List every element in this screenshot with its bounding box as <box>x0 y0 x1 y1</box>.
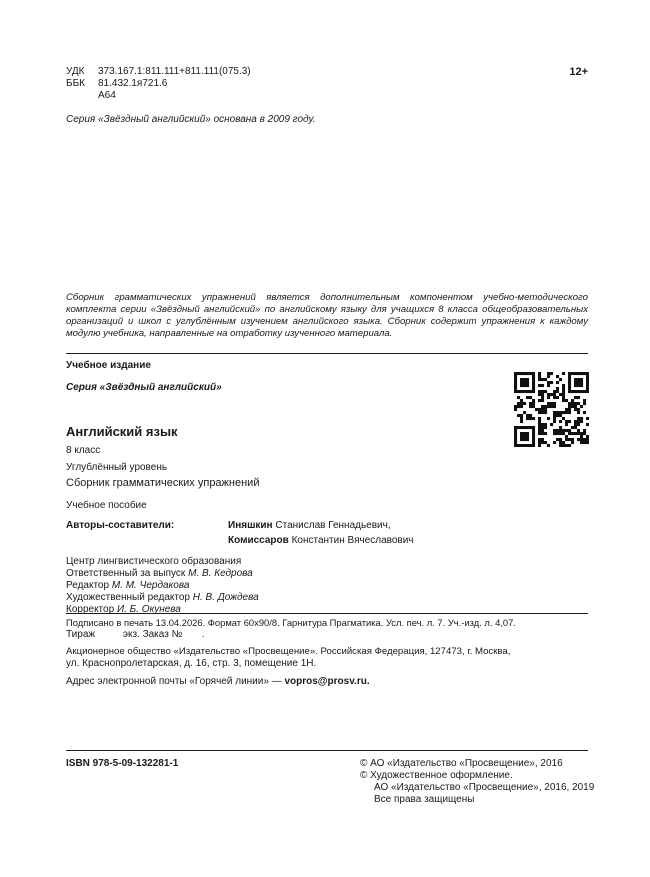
book-level: Углублённый уровень <box>66 462 168 473</box>
hotline-text: Адрес электронной почты «Горячей линии» — <box>66 676 285 687</box>
isbn: ISBN 978-5-09-132281-1 <box>66 758 179 769</box>
copyright-line3: АО «Издательство «Просвещение», 2016, 2019 <box>374 782 595 793</box>
editor-name: М. М. Чердакова <box>111 580 190 591</box>
bbk-label: ББК <box>66 78 85 89</box>
bbk-value: 81.432.1я721.6 <box>98 78 168 89</box>
authors-label: Авторы-составители: <box>66 520 175 531</box>
print-info-line2: Тираж экз. Заказ № . <box>66 629 205 640</box>
publisher-line1: Акционерное общество «Издательство «Просвещение». Российская Федерация, 127473, г. Москва, <box>66 646 511 657</box>
copyright-line4: Все права защищены <box>374 794 475 805</box>
author-1 <box>228 520 391 532</box>
editor-label: Редактор <box>66 580 110 591</box>
print-info-line1: Подписано в печать 13.04.2026. Формат 60х90/8. Гарнитура Прагматика. Усл. печ. л. 7. Уч.-изд. л. 4,07. <box>66 617 516 628</box>
edition-type: Учебное издание <box>66 360 151 371</box>
imprint-block <box>66 66 251 102</box>
book-subtitle: Сборник грамматических упражнений <box>66 477 260 489</box>
center-name: Центр лингвистического образования <box>66 556 242 567</box>
series-note: Серия «Звёздный английский» основана в 2009 году. <box>66 114 316 125</box>
corrector-label: Корректор <box>66 604 115 615</box>
art-editor-name: Н. В. Дождева <box>192 592 259 603</box>
publisher-line2: ул. Краснопролетарская, д. 16, стр. 3, помещение 1Н. <box>66 658 317 669</box>
author-1-name: Станислав Геннадьевич, <box>275 520 391 531</box>
book-title: Английский язык <box>66 424 178 439</box>
copyright-block <box>360 758 594 806</box>
series-name: Серия «Звёздный английский» <box>66 382 222 393</box>
copyright-line2: © Художественное оформление. <box>360 770 513 781</box>
resp-name: М. В. Кедрова <box>188 568 253 579</box>
resp-label: Ответственный за выпуск <box>66 568 186 579</box>
author-2 <box>228 535 414 547</box>
annotation: Сборник грамматических упражнений является дополнительным компонентом учебно-методического комплекта серии «Звёздный английский» по английскому языку для учащихся 8 класса общеобразовательных организаций и школ с углублённым изучением английского языка. Сборник содержит упражнения к каждому модулю учебника, направленные на отработку изученного материала. <box>66 292 588 339</box>
author-2-name: Константин Вячеславович <box>291 535 414 546</box>
copyright-line1: © АО «Издательство «Просвещение», 2016 <box>360 758 563 769</box>
author-2-surname: Комиссаров <box>228 535 289 546</box>
staff-block <box>66 556 259 616</box>
art-editor-label: Художественный редактор <box>66 592 190 603</box>
udk-value: 373.167.1:811.111+811.111(075.3) <box>98 66 251 77</box>
udk-label: УДК <box>66 66 85 77</box>
divider-top <box>66 353 588 354</box>
author-mark: А64 <box>98 90 116 101</box>
hotline <box>66 676 370 688</box>
divider-middle <box>66 613 588 614</box>
corrector-name: И. Б. Окунева <box>116 604 181 615</box>
book-grade: 8 класс <box>66 445 101 456</box>
author-1-surname: Иняшкин <box>228 520 273 531</box>
book-type: Учебное пособие <box>66 500 147 511</box>
divider-bottom <box>66 750 588 751</box>
age-rating: 12+ <box>569 66 588 78</box>
qr-code <box>514 372 589 447</box>
hotline-email: vopros@prosv.ru. <box>284 676 370 687</box>
